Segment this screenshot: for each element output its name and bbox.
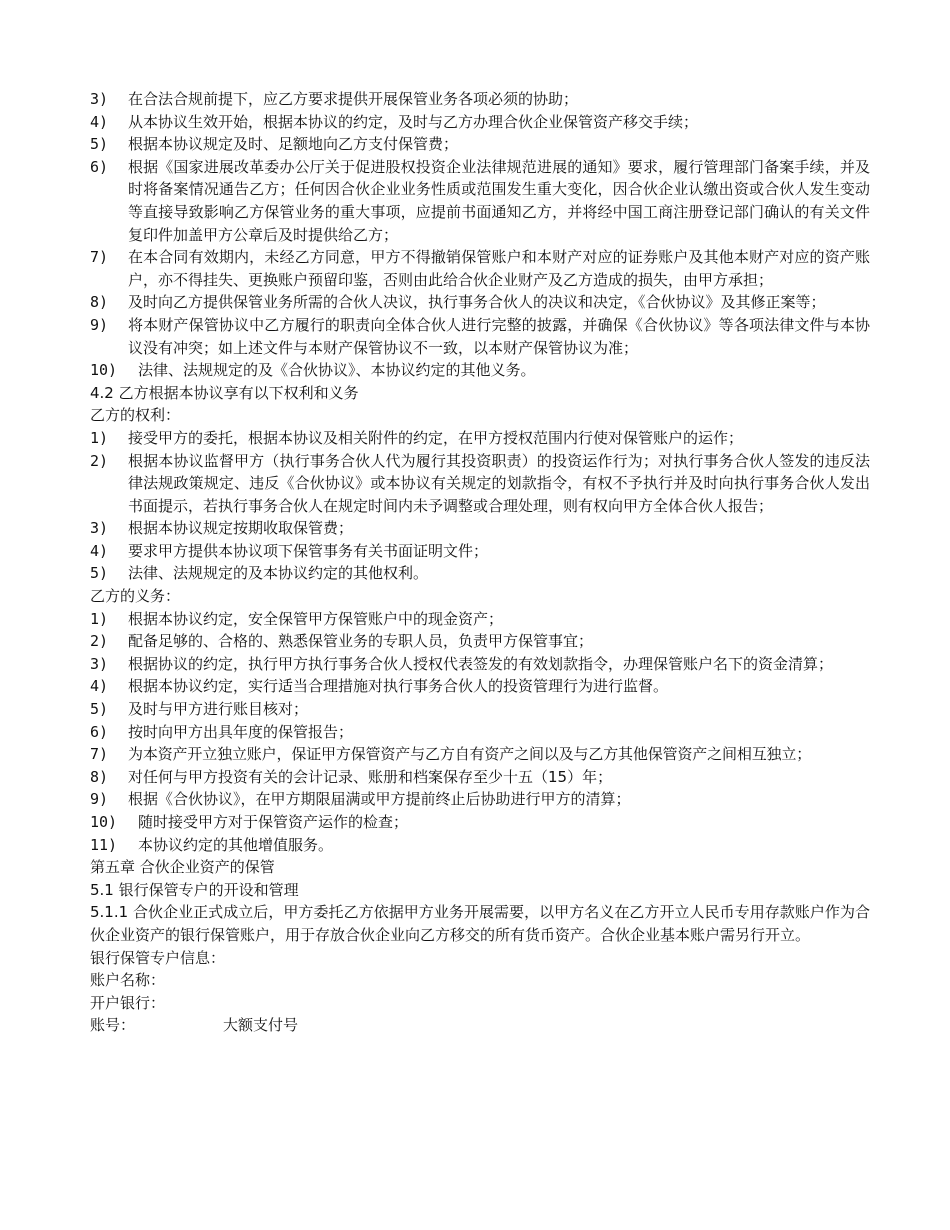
list-item (90, 111, 870, 134)
item-number: 2) (90, 632, 109, 651)
list-item (90, 314, 870, 359)
item-text: 随时接受甲方对于保管资产运作的检查； (138, 813, 409, 831)
item-text: 及时与甲方进行账目核对； (128, 700, 309, 719)
item-text: 及时向乙方提供保管业务所需的合伙人决议，执行事务合伙人的决议和决定，《合伙协议》及其修正案等； (128, 293, 826, 312)
account-number-field (90, 1014, 870, 1037)
list-item (90, 766, 870, 789)
item-text: 对任何与甲方投资有关的会计记录、账册和档案保存至少十五（15）年； (128, 767, 613, 786)
item-text: 根据本协议规定及时、足额地向乙方支付保管费； (128, 135, 459, 154)
item-number: 6) (90, 722, 109, 741)
item-number: 4) (90, 541, 109, 560)
item-number: 7) (90, 745, 109, 764)
item-text: 在本合同有效期内，未经乙方同意，甲方不得撤销保管账户和本财产对应的证券账户及其他本财产对应的资产账户，亦不得挂失、更换账户预留印鉴，否则由此给合伙企业财产及乙方造成的损失，由甲方承担； (128, 248, 870, 289)
section-heading-5-1: 5.1 银行保管专户的开设和管理 (90, 880, 299, 899)
account-name-label: 账户名称： (90, 971, 166, 990)
list-item (90, 450, 870, 518)
item-number: 8) (90, 293, 109, 312)
item-text: 从本协议生效开始，根据本协议的约定，及时与乙方办理合伙企业保管资产移交手续； (128, 112, 699, 131)
item-text: 按时向甲方出具年度的保管报告； (128, 722, 354, 741)
item-text: 根据本协议约定，实行适当合理措施对执行事务合伙人的投资管理行为进行监督。 (128, 677, 669, 696)
item-number: 10) (90, 813, 118, 831)
item-number: 5) (90, 135, 109, 154)
account-info-heading: 银行保管专户信息： (90, 948, 226, 967)
item-number: 3) (90, 90, 109, 108)
list-item (90, 788, 870, 811)
item-number: 9) (90, 790, 109, 809)
item-number: 5) (90, 564, 109, 583)
item-text: 根据《国家进展改革委办公厅关于促进股权投资企业法律规范进展的通知》要求，履行管理部门备案手续，并及时将备案情况通告乙方；任何因合伙企业业务性质或范围发生重大变化，因合伙企业认缴出资或合伙人发生变动等直接导致影响乙方保管业务的重大事项，应提前书面通知乙方，并将经中国工商注册登记部门确认的有关文件复印件加盖甲方公章后及时提供给乙方； (128, 157, 870, 244)
list-item (90, 698, 870, 721)
duties-heading: 乙方的义务： (90, 587, 181, 606)
bank-label: 开户银行： (90, 993, 166, 1012)
item-text: 根据协议的约定，执行甲方执行事务合伙人授权代表签发的有效划款指令，办理保管账户名下的资金清算； (128, 654, 834, 673)
item-text: 根据《合伙协议》，在甲方期限届满或甲方提前终止后协助进行甲方的清算； (128, 790, 631, 809)
item-number: 3) (90, 519, 109, 538)
item-text: 法律、法规规定的及本协议约定的其他权利。 (128, 564, 429, 583)
list-item (90, 721, 870, 744)
item-text: 将本财产保管协议中乙方履行的职责向全体合伙人进行完整的披露，并确保《合伙协议》等各项法律文件与本协议没有冲突；如上述文件与本财产保管协议不一致，以本财产保管协议为准； (128, 315, 870, 357)
list-item (90, 608, 870, 631)
item-number: 1) (90, 609, 109, 628)
large-payment-label: 大额支付号 (223, 1016, 299, 1035)
bank-field (90, 992, 870, 1015)
item-text: 根据本协议监督甲方（执行事务合伙人代为履行其投资职责）的投资运作行为；对执行事务合伙人签发的违反法律法规政策规定、违反《合伙协议》或本协议有关规定的划款指令，有权不予执行并及时向执行事务合伙人发出书面提示，若执行事务合伙人在规定时间内未予调整或合理处理，则有权向甲方全体合伙人报告； (128, 451, 870, 515)
list-item (90, 811, 870, 834)
item-text: 根据本协议约定，安全保管甲方保管账户中的现金资产； (128, 609, 504, 628)
section-heading-4-2: 4.2 乙方根据本协议享有以下权利和义务 (90, 383, 359, 402)
item-number: 9) (90, 315, 109, 334)
chapter-heading: 第五章 合伙企业资产的保管 (90, 858, 275, 877)
document-body (90, 88, 870, 1037)
item-number: 8) (90, 767, 109, 786)
item-text: 要求甲方提供本协议项下保管事务有关书面证明文件； (128, 541, 489, 560)
item-number: 7) (90, 248, 109, 267)
item-text: 接受甲方的委托，根据本协议及相关附件的约定，在甲方授权范围内行使对保管账户的运作； (128, 428, 744, 447)
list-item (90, 291, 870, 314)
paragraph-5-1-1: 5.1.1 合伙企业正式成立后，甲方委托乙方依据甲方业务开展需要，以甲方名义在乙方开立人民币专用存款账户作为合伙企业资产的银行保管账户，用于存放合伙企业向乙方移交的所有货币资产。合伙企业基本账户需另行开立。 (90, 903, 870, 944)
item-number: 4) (90, 677, 109, 696)
list-item (90, 88, 870, 111)
item-text: 法律、法规规定的及《合伙协议》、本协议约定的其他义务。 (138, 361, 536, 380)
account-name-field (90, 969, 870, 992)
account-number-label: 账号： (90, 1016, 136, 1035)
item-number: 2) (90, 451, 109, 470)
list-item (90, 246, 870, 291)
list-item (90, 156, 870, 246)
list-item (90, 834, 870, 857)
list-item (90, 630, 870, 653)
list-item (90, 359, 870, 382)
list-item (90, 133, 870, 156)
list-item (90, 427, 870, 450)
list-item (90, 540, 870, 563)
item-text: 根据本协议规定按期收取保管费； (128, 519, 354, 538)
item-text: 配备足够的、合格的、熟悉保管业务的专职人员，负责甲方保管事宜； (128, 632, 594, 651)
list-item (90, 562, 870, 585)
list-item (90, 517, 870, 540)
item-text: 本协议约定的其他增值服务。 (138, 835, 334, 854)
item-number: 10) (90, 361, 118, 380)
list-item (90, 675, 870, 698)
item-number: 5) (90, 700, 109, 719)
item-number: 4) (90, 112, 109, 131)
list-item (90, 653, 870, 676)
item-number: 1) (90, 428, 109, 447)
rights-heading: 乙方的权利： (90, 406, 181, 425)
list-item (90, 743, 870, 766)
item-number: 11) (90, 835, 118, 854)
item-number: 3) (90, 654, 109, 673)
item-text: 为本资产开立独立账户，保证甲方保管资产与乙方自有资产之间以及与乙方其他保管资产之间相互独立； (128, 745, 812, 764)
item-text: 在合法合规前提下，应乙方要求提供开展保管业务各项必须的协助； (128, 90, 579, 108)
item-number: 6) (90, 157, 109, 176)
